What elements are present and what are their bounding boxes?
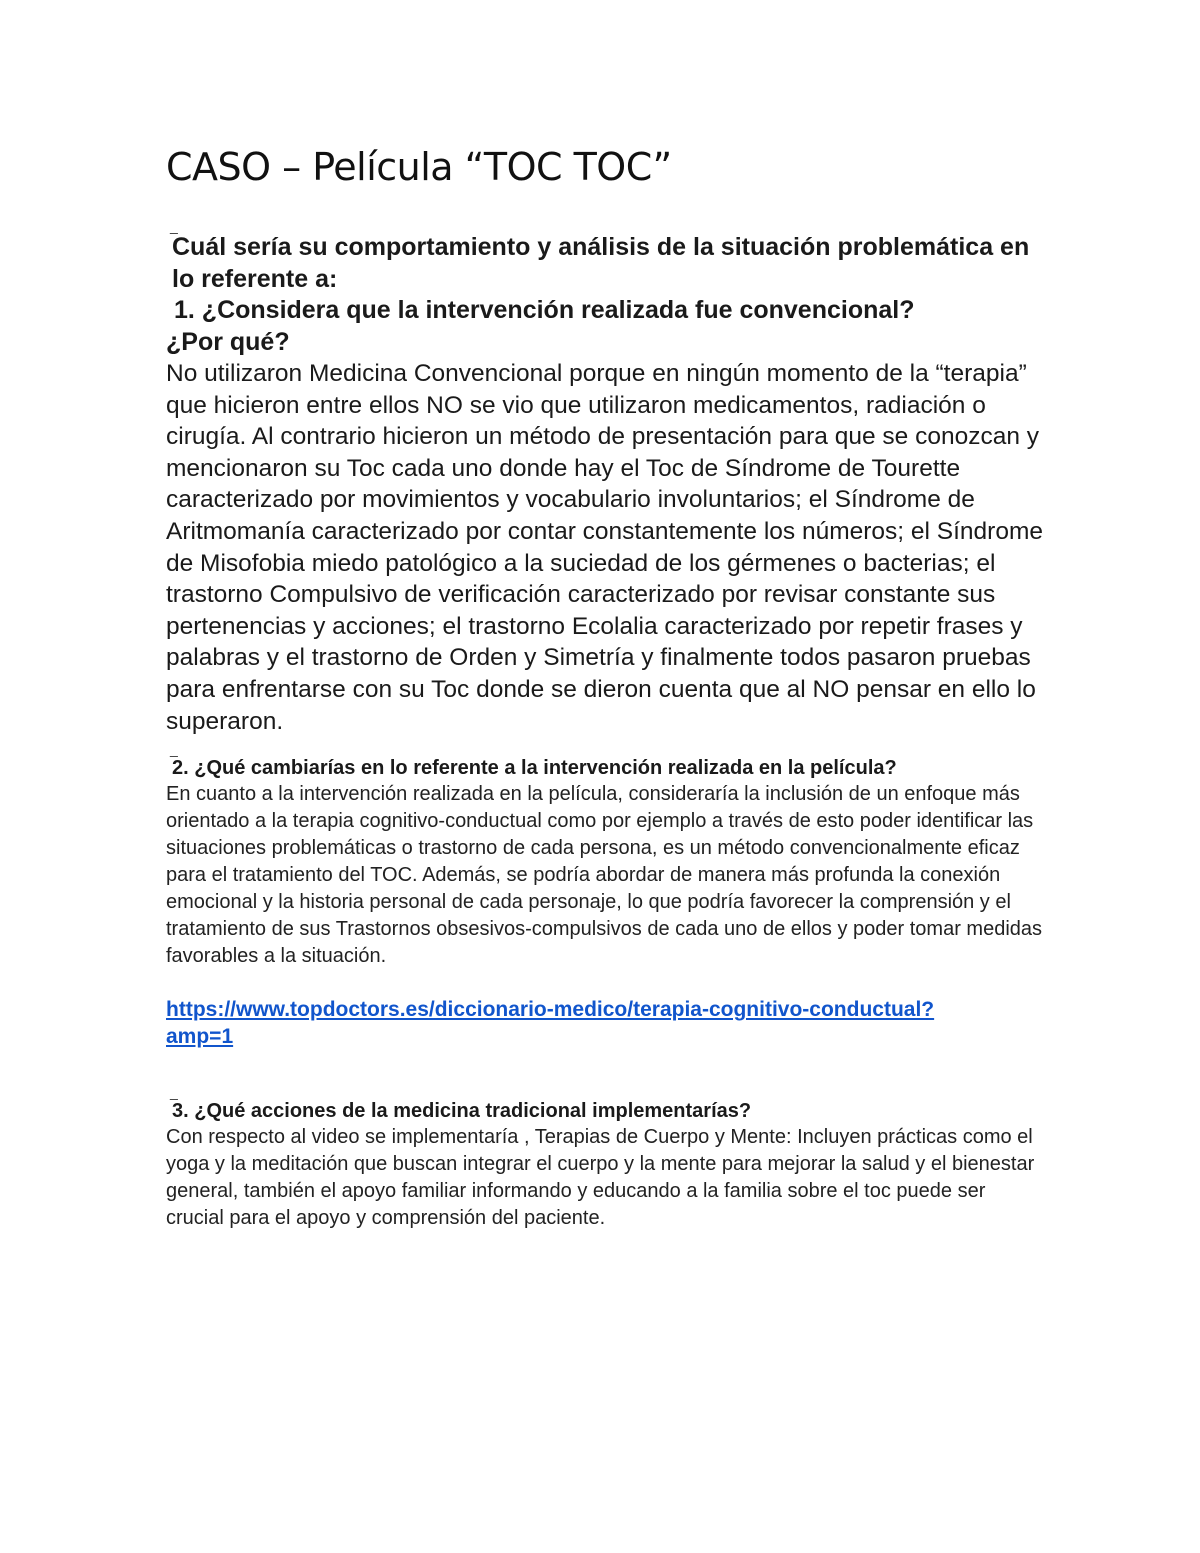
reference-link-line-1[interactable]: https://www.topdoctors.es/diccionario-medico/terapia-cognitivo-conductual? <box>166 998 935 1022</box>
question-1-answer: No utilizaron Medicina Convencional porque en ningún momento de la “terapia” que hicieron entre ellos NO se vio que utilizaron medicamentos, radiación o cirugía. Al contrario hicieron un método de presentación para que se conozcan y mencionaron su Toc cada uno donde hay el Toc de Síndrome de Tourette caracterizado por movimientos y vocabulario involuntarios; el Síndrome de Aritmomanía caracterizado por contar constantemente los números; el Síndrome de Misofobia miedo patológico a la suciedad de los gérmenes o bacterias; el trastorno Compulsivo de verificación caracterizado por revisar constante sus pertenencias y acciones; el trastorno Ecolalia caracterizado por repetir frases y palabras y el trastorno de Orden y Simetría y finalmente todos pasaron pruebas para enfrentarse con su Toc donde se dieron cuenta que al NO pensar en ello lo superaron. <box>166 360 1043 735</box>
intro-question <box>166 232 1046 295</box>
question-2-answer: En cuanto a la intervención realizada en la película, consideraría la inclusión de un enfoque más orientado a la terapia cognitivo-conductual como por ejemplo a través de esto poder identificar las situaciones problemáticas o trastorno de cada persona, es un método convencionalmente eficaz para el tratamiento del TOC. Además, se podría abordar de manera más profunda la conexión emocional y la historia personal de cada personaje, lo que podría favorecer la comprensión y el tratamiento de sus Trastornos obsesivos-compulsivos de cada uno de ellos y poder tomar medidas favorables a la situación. <box>166 783 1043 968</box>
question-1-subheading: ¿Por qué? <box>166 327 290 356</box>
intro-text: Cuál sería su comportamiento y análisis de la situación problemática en lo referente a: <box>172 233 1030 293</box>
reference-link[interactable] <box>166 996 1046 1050</box>
question-2-heading: 2. ¿Qué cambiarías en lo referente a la intervención realizada en la película? <box>172 757 897 780</box>
separator-mark: _ <box>170 1084 178 1101</box>
question-3-answer: Con respecto al video se implementaría , Terapias de Cuerpo y Mente: Incluyen prácticas como el yoga y la meditación que buscan integrar el cuerpo y la mente para mejorar la salud y el bienestar general, también el apoyo familiar informando y educando a la familia sobre el toc puede ser crucial para el apoyo y comprensión del paciente. <box>166 1126 1035 1230</box>
document-page <box>166 140 1046 1232</box>
document-title: CASO – Película “TOC TOC” <box>166 145 672 189</box>
question-3-heading: 3. ¿Qué acciones de la medicina tradicional implementarías? <box>172 1100 752 1123</box>
separator-mark: _ <box>170 218 178 234</box>
question-1-heading: 1. ¿Considera que la intervención realizada fue convencional? <box>174 296 915 324</box>
separator-mark: _ <box>170 741 178 758</box>
reference-link-line-2[interactable]: amp=1 <box>166 1025 234 1049</box>
